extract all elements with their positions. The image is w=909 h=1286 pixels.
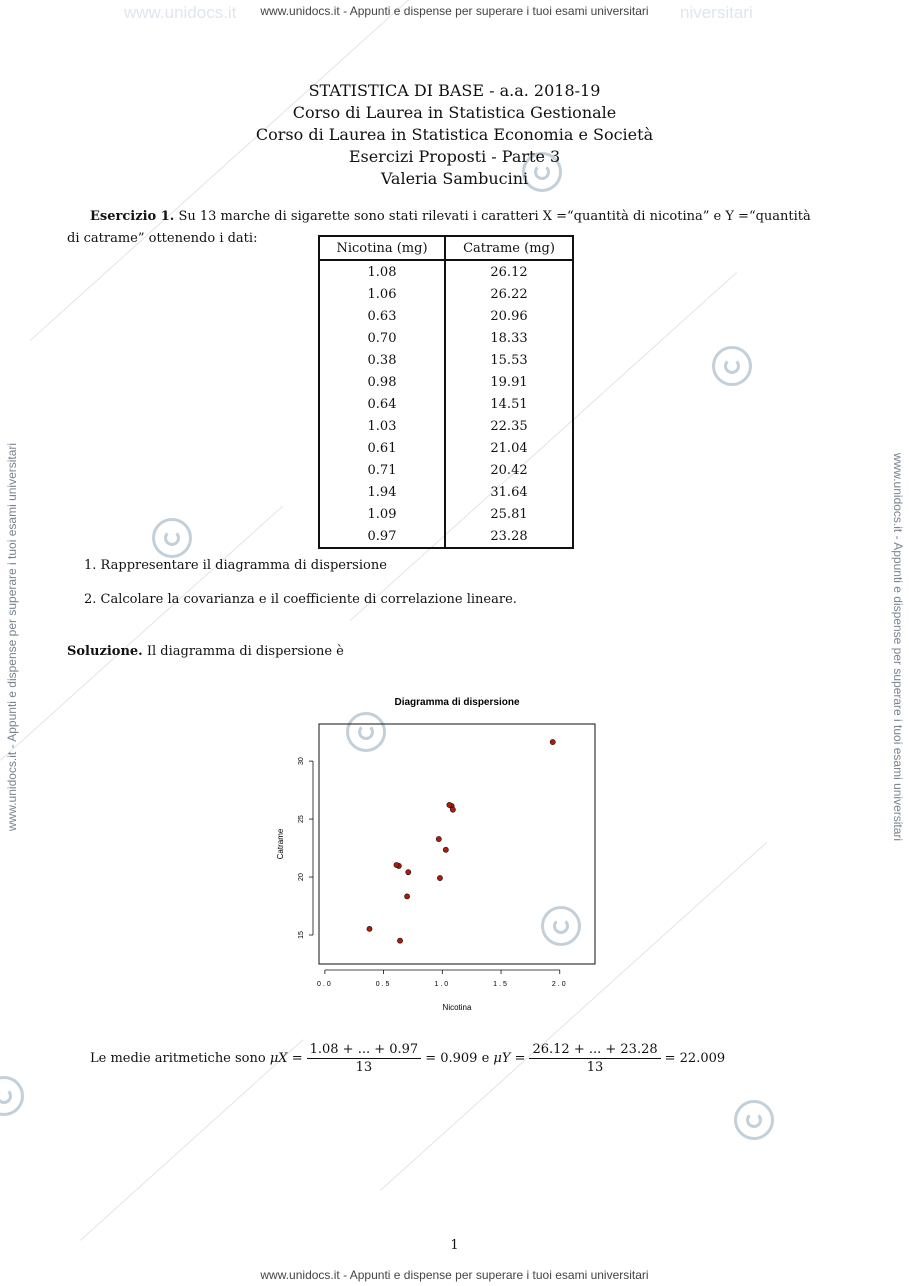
cell-nicotina: 0.98 — [319, 371, 445, 393]
table-header-row — [319, 236, 573, 260]
table-row — [319, 393, 573, 415]
watermark-banner-left: www.unidocs.it - Appunti e dispense per superare i tuoi esami universitari — [5, 442, 19, 832]
cell-nicotina: 1.03 — [319, 415, 445, 437]
exercise-label: Esercizio 1. — [90, 209, 175, 224]
solution-label: Soluzione. — [67, 644, 143, 659]
data-point — [447, 802, 452, 807]
means-intro: Le medie aritmetiche sono — [90, 1051, 266, 1066]
cell-nicotina: 0.63 — [319, 305, 445, 327]
scatter-plot — [270, 690, 610, 1020]
table-row — [319, 503, 573, 525]
table-row — [319, 371, 573, 393]
cell-nicotina: 0.64 — [319, 393, 445, 415]
degree-line-2: Corso di Laurea in Statistica Economia e Società — [255, 125, 654, 144]
y-tick-label: 20 — [298, 873, 305, 881]
mu-y-fraction — [529, 1042, 660, 1075]
y-tick-label: 30 — [298, 757, 305, 765]
data-point — [397, 938, 402, 943]
table-row — [319, 525, 573, 548]
cell-catrame: 18.33 — [445, 327, 573, 349]
mu-y-numerator: 26.12 + ... + 23.28 — [529, 1042, 660, 1059]
cell-catrame: 14.51 — [445, 393, 573, 415]
mu-x-label: μX = — [269, 1051, 303, 1066]
cell-nicotina: 1.94 — [319, 481, 445, 503]
table-row — [319, 349, 573, 371]
data-point — [367, 926, 372, 931]
data-point — [394, 862, 399, 867]
cell-nicotina: 1.08 — [319, 260, 445, 283]
table-row — [319, 283, 573, 305]
table-body — [319, 260, 573, 548]
cell-catrame: 20.96 — [445, 305, 573, 327]
watermark-ghost-text: niversitari — [680, 3, 753, 22]
watermark-ghost-text: www.unidocs.it — [124, 3, 237, 22]
cell-catrame: 21.04 — [445, 437, 573, 459]
degree-line-1: Corso di Laurea in Statistica Gestionale — [292, 103, 617, 122]
y-axis-label: Catrame — [276, 828, 285, 860]
exercise-intro-line2: di catrame” ottenendo i dati: — [67, 231, 258, 246]
x-tick-label: 0.0 — [317, 981, 333, 988]
cell-catrame: 31.64 — [445, 481, 573, 503]
cell-nicotina: 0.71 — [319, 459, 445, 481]
means-formula — [90, 1042, 725, 1075]
table-row — [319, 305, 573, 327]
table-row — [319, 260, 573, 283]
exercise-set-title: Esercizi Proposti - Parte 3 — [348, 147, 561, 166]
cell-catrame: 26.22 — [445, 283, 573, 305]
watermark-logo-icon — [712, 346, 752, 386]
task-item-1: 1. Rappresentare il diagramma di dispersione — [84, 558, 387, 573]
x-tick-label: 0.5 — [375, 981, 392, 988]
mu-y-value: = 22.009 — [664, 1051, 726, 1066]
data-table — [318, 235, 574, 549]
solution-line — [67, 641, 344, 663]
solution-text: Il diagramma di dispersione è — [146, 644, 344, 659]
chart-title: Diagramma di dispersione — [394, 697, 520, 708]
page-number: 1 — [450, 1238, 459, 1253]
watermark-logo-icon — [152, 518, 192, 558]
x-axis-label: Nicotina — [442, 1003, 472, 1012]
mu-x-denominator: 13 — [355, 1060, 373, 1075]
x-tick-label: 2.0 — [551, 981, 568, 988]
mu-x-numerator: 1.08 + ... + 0.97 — [307, 1042, 422, 1059]
table-row — [319, 481, 573, 503]
cell-nicotina: 1.09 — [319, 503, 445, 525]
data-point — [437, 875, 442, 880]
watermark-banner-right: www.unidocs.it - Appunti e dispense per superare i tuoi esami universitari — [891, 452, 905, 842]
cell-nicotina: 1.06 — [319, 283, 445, 305]
cell-catrame: 15.53 — [445, 349, 573, 371]
watermark-logo-icon — [734, 1100, 774, 1140]
cell-catrame: 19.91 — [445, 371, 573, 393]
author-name: Valeria Sambucini — [380, 169, 529, 188]
watermark-line — [0, 506, 283, 761]
data-point — [550, 739, 555, 744]
cell-nicotina: 0.97 — [319, 525, 445, 548]
watermark-logo-icon — [0, 1076, 24, 1116]
plot-frame — [319, 724, 595, 964]
exercise-text: Su 13 marche di sigarette sono stati rilevati i caratteri X =“quantità di nicotina” e Y =“quantità — [178, 209, 811, 224]
mu-x-value: = 0.909 e — [425, 1051, 490, 1066]
exercise-intro-line1 — [90, 206, 850, 228]
data-point — [404, 894, 409, 899]
table-row — [319, 459, 573, 481]
cell-nicotina: 0.70 — [319, 327, 445, 349]
cell-catrame: 20.42 — [445, 459, 573, 481]
table-row — [319, 327, 573, 349]
table-header-catrame: Catrame (mg) — [445, 236, 573, 260]
x-tick-label: 1.5 — [493, 981, 509, 988]
mu-x-fraction — [307, 1042, 422, 1075]
mu-y-denominator: 13 — [586, 1060, 604, 1075]
data-point — [443, 847, 448, 852]
document-header — [0, 80, 909, 190]
cell-catrame: 25.81 — [445, 503, 573, 525]
y-tick-label: 15 — [298, 931, 305, 939]
cell-catrame: 23.28 — [445, 525, 573, 548]
data-point — [450, 807, 455, 812]
table-header-nicotina: Nicotina (mg) — [319, 236, 445, 260]
table-row — [319, 437, 573, 459]
mu-y-label: μY = — [493, 1051, 526, 1066]
course-title: STATISTICA DI BASE - a.a. 2018-19 — [308, 81, 601, 100]
y-tick-label: 25 — [298, 815, 305, 823]
data-point — [406, 870, 411, 875]
task-item-2: 2. Calcolare la covarianza e il coefficiente di correlazione lineare. — [84, 592, 517, 607]
cell-nicotina: 0.61 — [319, 437, 445, 459]
x-tick-label: 1.0 — [434, 981, 451, 988]
data-point — [436, 836, 441, 841]
watermark-banner-bottom: www.unidocs.it - Appunti e dispense per superare i tuoi esami universitari — [260, 1268, 649, 1282]
table-row — [319, 415, 573, 437]
watermark-banner-top: www.unidocs.it - Appunti e dispense per superare i tuoi esami universitari — [260, 4, 649, 18]
cell-catrame: 26.12 — [445, 260, 573, 283]
cell-catrame: 22.35 — [445, 415, 573, 437]
cell-nicotina: 0.38 — [319, 349, 445, 371]
